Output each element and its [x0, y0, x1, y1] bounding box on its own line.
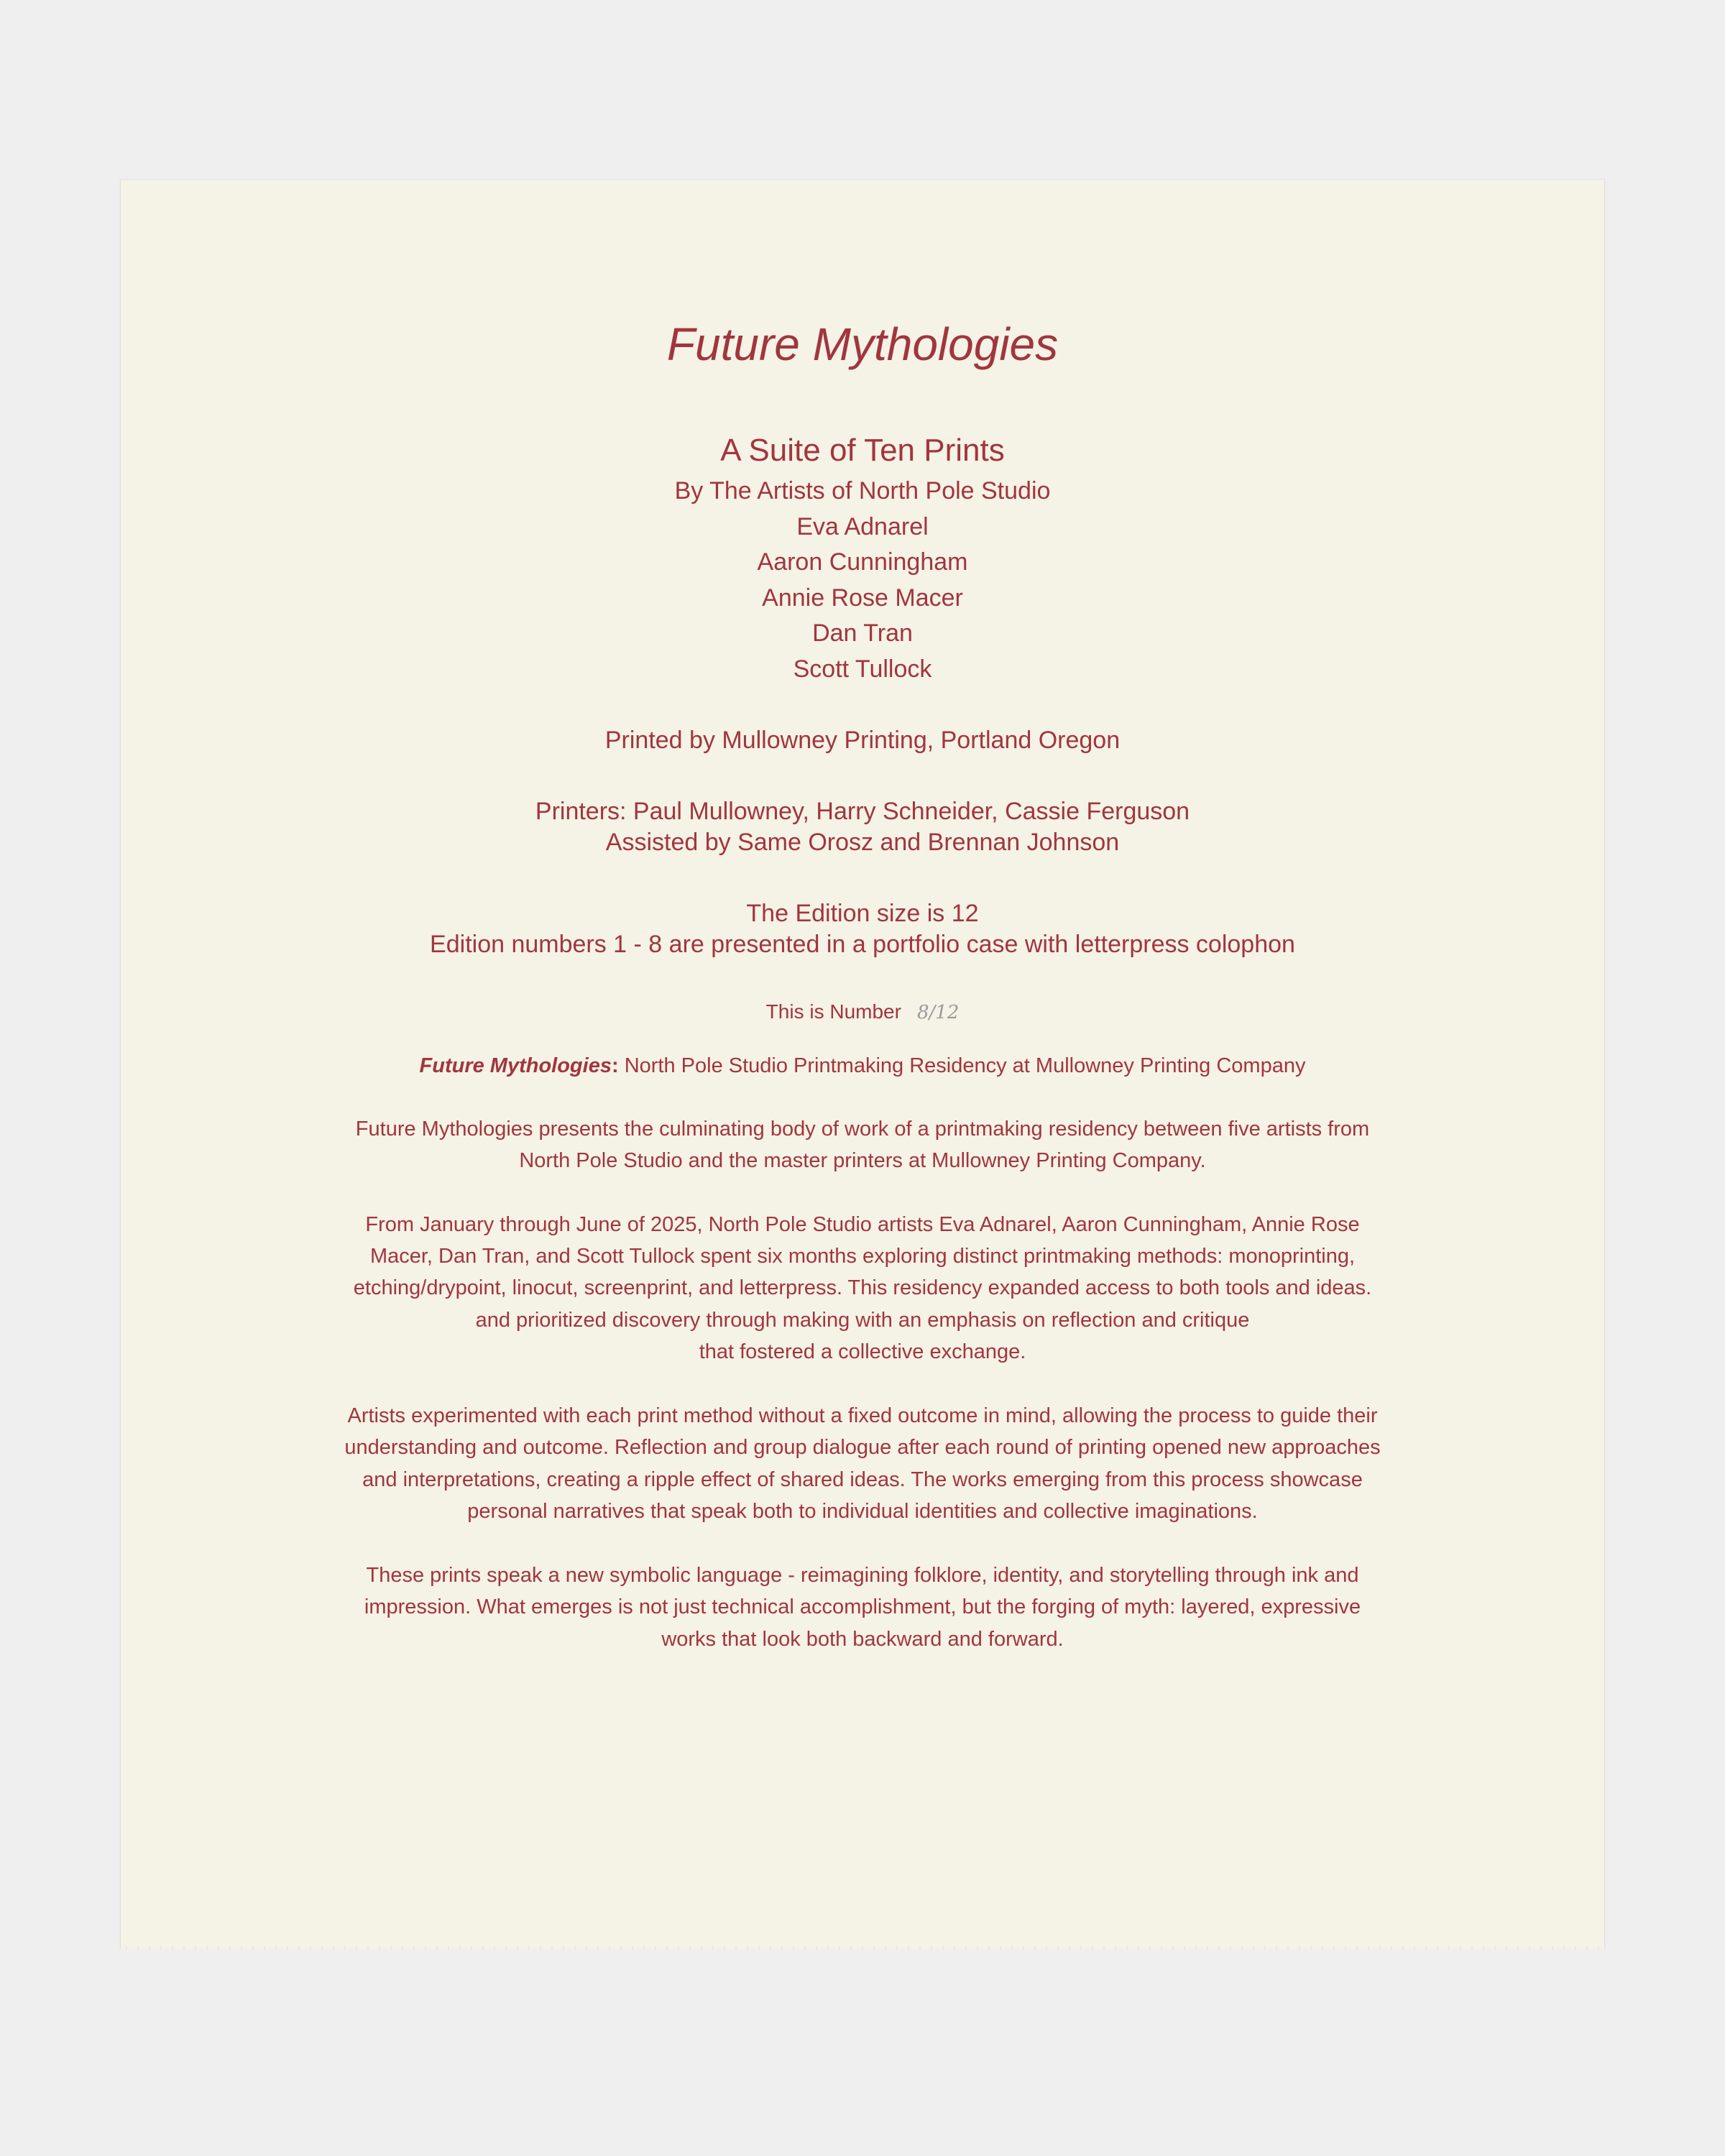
- artist-name: Dan Tran: [812, 619, 913, 647]
- paragraph-line: works that look both backward and forward.: [661, 1628, 1064, 1651]
- suite-title: Future Mythologies: [666, 318, 1059, 370]
- paragraph-line: From January through June of 2025, North Pole Studio artists Eva Adnarel, Aaron Cunningham, Annie Rose: [365, 1213, 1360, 1236]
- printed-by: Printed by Mullowney Printing, Portland Oregon: [604, 727, 1121, 754]
- handwritten-number: 8/12: [916, 1002, 960, 1023]
- edition-number: [121, 1000, 1604, 1023]
- paragraph-line: Future Mythologies presents the culminating body of work of a printmaking residency between five artists from: [355, 1118, 1370, 1141]
- byline: By The Artists of North Pole Studio: [674, 477, 1051, 505]
- print-sheet: [121, 180, 1604, 1948]
- paragraph-line: impression. What emerges is not just technical accomplishment, but the forging of myth: layered, expressive: [364, 1595, 1361, 1618]
- paragraph-line: North Pole Studio and the master printers at Mullowney Printing Company.: [519, 1149, 1206, 1172]
- suite-subtitle: A Suite of Ten Prints: [720, 433, 1005, 468]
- residency-heading: [121, 1054, 1604, 1078]
- paragraph-line: Macer, Dan Tran, and Scott Tullock spent six months exploring distinct printmaking methods: monoprinting,: [369, 1245, 1356, 1268]
- edition-note: Edition numbers 1 - 8 are presented in a portfolio case with letterpress colophon: [430, 931, 1295, 958]
- paragraph-line: and prioritized discovery through making with an emphasis on reflection and critique: [475, 1309, 1250, 1332]
- artist-name: Scott Tullock: [793, 655, 932, 683]
- paragraph-line: etching/drypoint, linocut, screenprint, and letterpress. This residency expanded access to both tools and ideas.: [353, 1276, 1372, 1299]
- assistants: Assisted by Same Orosz and Brennan Johnson: [605, 829, 1120, 856]
- artist-name: Eva Adnarel: [796, 513, 929, 540]
- paragraph-line: Artists experimented with each print method without a fixed outcome in mind, allowing the process to guide their: [347, 1404, 1378, 1427]
- paragraph-line: that fostered a collective exchange.: [699, 1340, 1026, 1363]
- printers: Printers: Paul Mullowney, Harry Schneider, Cassie Ferguson: [535, 798, 1190, 825]
- deckled-edge: [121, 1945, 1604, 1950]
- artist-name: Annie Rose Macer: [762, 584, 963, 612]
- paragraph-line: and interpretations, creating a ripple effect of shared ideas. The works emerging from this process showcase: [362, 1468, 1363, 1491]
- edition-number-label: This is Number: [765, 1000, 901, 1023]
- residency-title: Future Mythologies: [419, 1054, 612, 1077]
- residency-colon: :: [611, 1054, 619, 1077]
- artist-name: Aaron Cunningham: [757, 548, 968, 576]
- residency-description: North Pole Studio Printmaking Residency at Mullowney Printing Company: [618, 1054, 1306, 1077]
- edition-size: The Edition size is 12: [746, 900, 979, 927]
- paragraph-line: understanding and outcome. Reflection and group dialogue after each round of printing opened new approaches: [344, 1436, 1381, 1459]
- paragraph-line: personal narratives that speak both to individual identities and collective imaginations.: [467, 1500, 1258, 1523]
- paragraph-line: These prints speak a new symbolic language - reimagining folklore, identity, and storytelling through ink and: [366, 1564, 1359, 1587]
